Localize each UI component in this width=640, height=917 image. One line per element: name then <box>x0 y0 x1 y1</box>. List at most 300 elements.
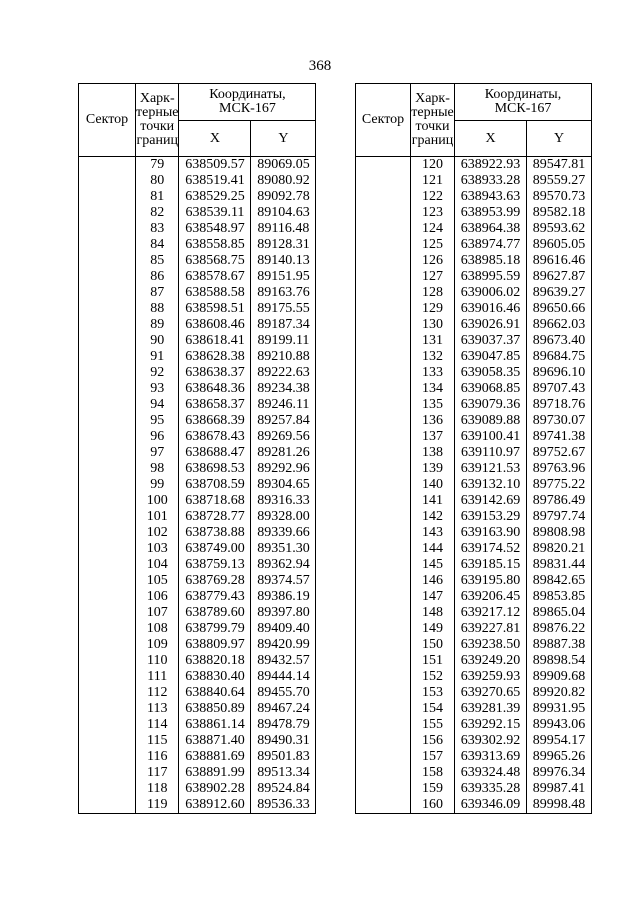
table-row <box>356 381 592 397</box>
sector-cell <box>356 685 411 701</box>
sector-cell <box>79 317 136 333</box>
table-row <box>356 685 592 701</box>
x-coordinate-cell: 638964.38 <box>455 221 527 237</box>
y-coordinate-cell: 89092.78 <box>251 189 316 205</box>
sector-cell <box>79 685 136 701</box>
x-coordinate-cell: 638840.64 <box>179 685 251 701</box>
point-number-cell: 80 <box>136 173 179 189</box>
point-number-cell: 123 <box>411 205 455 221</box>
point-number-cell: 102 <box>136 525 179 541</box>
table-row <box>79 365 316 381</box>
y-coordinate-cell: 89501.83 <box>251 749 316 765</box>
x-coordinate-cell: 638678.43 <box>179 429 251 445</box>
sector-cell <box>79 397 136 413</box>
table-row <box>356 525 592 541</box>
sector-cell <box>79 253 136 269</box>
x-coordinate-cell: 639068.85 <box>455 381 527 397</box>
table-row <box>356 349 592 365</box>
table-row <box>356 477 592 493</box>
table-row <box>356 205 592 221</box>
x-coordinate-cell: 639132.10 <box>455 477 527 493</box>
y-coordinate-cell: 89707.43 <box>527 381 592 397</box>
table-row <box>79 301 316 317</box>
y-coordinate-cell: 89478.79 <box>251 717 316 733</box>
point-number-cell: 91 <box>136 349 179 365</box>
point-number-cell: 134 <box>411 381 455 397</box>
sector-cell <box>356 781 411 797</box>
table-row <box>356 557 592 573</box>
y-coordinate-cell: 89763.96 <box>527 461 592 477</box>
table-row <box>79 525 316 541</box>
x-coordinate-cell: 638891.99 <box>179 765 251 781</box>
x-coordinate-cell: 638539.11 <box>179 205 251 221</box>
table-row <box>356 653 592 669</box>
x-coordinate-cell: 638881.69 <box>179 749 251 765</box>
point-number-cell: 135 <box>411 397 455 413</box>
point-number-cell: 105 <box>136 573 179 589</box>
x-coordinate-cell: 639195.80 <box>455 573 527 589</box>
table-row <box>79 541 316 557</box>
sector-cell <box>356 413 411 429</box>
x-coordinate-cell: 638608.46 <box>179 317 251 333</box>
point-number-cell: 131 <box>411 333 455 349</box>
table-row <box>356 269 592 285</box>
point-number-cell: 115 <box>136 733 179 749</box>
x-coordinate-cell: 638718.68 <box>179 493 251 509</box>
table-row <box>356 237 592 253</box>
sector-cell <box>79 637 136 653</box>
x-coordinate-cell: 638850.89 <box>179 701 251 717</box>
table-row <box>79 765 316 781</box>
sector-cell <box>356 365 411 381</box>
y-coordinate-cell: 89386.19 <box>251 589 316 605</box>
table-row <box>79 269 316 285</box>
sector-cell <box>79 621 136 637</box>
point-number-cell: 150 <box>411 637 455 653</box>
table-row <box>356 509 592 525</box>
x-coordinate-cell: 638902.28 <box>179 781 251 797</box>
sector-cell <box>79 573 136 589</box>
table-row <box>356 605 592 621</box>
x-coordinate-cell: 639142.69 <box>455 493 527 509</box>
sector-cell <box>79 205 136 221</box>
y-coordinate-cell: 89175.55 <box>251 301 316 317</box>
sector-cell <box>356 589 411 605</box>
y-coordinate-cell: 89524.84 <box>251 781 316 797</box>
y-coordinate-cell: 89409.40 <box>251 621 316 637</box>
y-coordinate-cell: 89128.31 <box>251 237 316 253</box>
y-coordinate-cell: 89696.10 <box>527 365 592 381</box>
y-coordinate-cell: 89292.96 <box>251 461 316 477</box>
sector-cell <box>79 429 136 445</box>
x-coordinate-cell: 639026.91 <box>455 317 527 333</box>
x-coordinate-cell: 638648.36 <box>179 381 251 397</box>
y-coordinate-cell: 89080.92 <box>251 173 316 189</box>
sector-cell <box>79 413 136 429</box>
point-number-cell: 88 <box>136 301 179 317</box>
header-y: Y <box>527 121 592 157</box>
point-number-cell: 129 <box>411 301 455 317</box>
sector-cell <box>356 797 411 814</box>
table-row <box>356 413 592 429</box>
x-coordinate-cell: 639206.45 <box>455 589 527 605</box>
point-number-cell: 111 <box>136 669 179 685</box>
y-coordinate-cell: 89104.63 <box>251 205 316 221</box>
x-coordinate-cell: 638578.67 <box>179 269 251 285</box>
sector-cell <box>356 301 411 317</box>
point-number-cell: 160 <box>411 797 455 814</box>
sector-cell <box>356 189 411 205</box>
sector-cell <box>356 253 411 269</box>
sector-cell <box>79 365 136 381</box>
y-coordinate-cell: 89887.38 <box>527 637 592 653</box>
point-number-cell: 113 <box>136 701 179 717</box>
x-coordinate-cell: 638985.18 <box>455 253 527 269</box>
x-coordinate-cell: 638933.28 <box>455 173 527 189</box>
x-coordinate-cell: 638974.77 <box>455 237 527 253</box>
point-number-cell: 101 <box>136 509 179 525</box>
table-row <box>356 157 592 174</box>
table-row <box>79 205 316 221</box>
sector-cell <box>356 445 411 461</box>
header-x: X <box>179 121 251 157</box>
point-number-cell: 141 <box>411 493 455 509</box>
y-coordinate-cell: 89351.30 <box>251 541 316 557</box>
x-coordinate-cell: 638588.58 <box>179 285 251 301</box>
table-body-left <box>79 157 316 814</box>
x-coordinate-cell: 638738.88 <box>179 525 251 541</box>
table-row <box>356 397 592 413</box>
table-row <box>79 413 316 429</box>
table-row <box>79 781 316 797</box>
x-coordinate-cell: 639058.35 <box>455 365 527 381</box>
table-row <box>356 541 592 557</box>
point-number-cell: 114 <box>136 717 179 733</box>
table-row <box>356 797 592 814</box>
table-row <box>79 157 316 174</box>
table-row <box>356 301 592 317</box>
y-coordinate-cell: 89257.84 <box>251 413 316 429</box>
y-coordinate-cell: 89069.05 <box>251 157 316 174</box>
y-coordinate-cell: 89151.95 <box>251 269 316 285</box>
sector-cell <box>356 237 411 253</box>
y-coordinate-cell: 89987.41 <box>527 781 592 797</box>
point-number-cell: 136 <box>411 413 455 429</box>
sector-cell <box>356 221 411 237</box>
sector-cell <box>79 781 136 797</box>
point-number-cell: 153 <box>411 685 455 701</box>
y-coordinate-cell: 89582.18 <box>527 205 592 221</box>
table-row <box>79 669 316 685</box>
table-row <box>79 685 316 701</box>
sector-cell <box>356 397 411 413</box>
x-coordinate-cell: 639006.02 <box>455 285 527 301</box>
sector-cell <box>79 717 136 733</box>
x-coordinate-cell: 638529.25 <box>179 189 251 205</box>
table-row <box>79 221 316 237</box>
sector-cell <box>356 525 411 541</box>
x-coordinate-cell: 639238.50 <box>455 637 527 653</box>
table-row <box>356 253 592 269</box>
y-coordinate-cell: 89432.57 <box>251 653 316 669</box>
point-number-cell: 81 <box>136 189 179 205</box>
x-coordinate-cell: 638688.47 <box>179 445 251 461</box>
x-coordinate-cell: 638769.28 <box>179 573 251 589</box>
table-body-right <box>356 157 592 814</box>
x-coordinate-cell: 639346.09 <box>455 797 527 814</box>
point-number-cell: 158 <box>411 765 455 781</box>
table-row <box>356 637 592 653</box>
table-row <box>79 557 316 573</box>
x-coordinate-cell: 639302.92 <box>455 733 527 749</box>
point-number-cell: 127 <box>411 269 455 285</box>
table-row <box>79 653 316 669</box>
x-coordinate-cell: 638548.97 <box>179 221 251 237</box>
y-coordinate-cell: 89339.66 <box>251 525 316 541</box>
point-number-cell: 140 <box>411 477 455 493</box>
x-coordinate-cell: 639185.15 <box>455 557 527 573</box>
point-number-cell: 148 <box>411 605 455 621</box>
y-coordinate-cell: 89570.73 <box>527 189 592 205</box>
point-number-cell: 138 <box>411 445 455 461</box>
point-number-cell: 156 <box>411 733 455 749</box>
point-number-cell: 112 <box>136 685 179 701</box>
y-coordinate-cell: 89909.68 <box>527 669 592 685</box>
sector-cell <box>79 445 136 461</box>
y-coordinate-cell: 89455.70 <box>251 685 316 701</box>
y-coordinate-cell: 89931.95 <box>527 701 592 717</box>
x-coordinate-cell: 638519.41 <box>179 173 251 189</box>
point-number-cell: 142 <box>411 509 455 525</box>
x-coordinate-cell: 638789.60 <box>179 605 251 621</box>
table-row <box>356 285 592 301</box>
y-coordinate-cell: 89187.34 <box>251 317 316 333</box>
point-number-cell: 118 <box>136 781 179 797</box>
sector-cell <box>79 509 136 525</box>
sector-cell <box>79 749 136 765</box>
table-row <box>79 253 316 269</box>
y-coordinate-cell: 89281.26 <box>251 445 316 461</box>
y-coordinate-cell: 89718.76 <box>527 397 592 413</box>
point-number-cell: 149 <box>411 621 455 637</box>
y-coordinate-cell: 89853.85 <box>527 589 592 605</box>
table-row <box>356 317 592 333</box>
sector-cell <box>79 669 136 685</box>
table-row <box>79 573 316 589</box>
y-coordinate-cell: 89752.67 <box>527 445 592 461</box>
page-number: 368 <box>308 58 332 74</box>
sector-cell <box>356 717 411 733</box>
x-coordinate-cell: 639259.93 <box>455 669 527 685</box>
y-coordinate-cell: 89831.44 <box>527 557 592 573</box>
y-coordinate-cell: 89328.00 <box>251 509 316 525</box>
y-coordinate-cell: 89140.13 <box>251 253 316 269</box>
point-number-cell: 137 <box>411 429 455 445</box>
table-row <box>356 701 592 717</box>
x-coordinate-cell: 639227.81 <box>455 621 527 637</box>
point-number-cell: 116 <box>136 749 179 765</box>
sector-cell <box>79 733 136 749</box>
table-row <box>79 285 316 301</box>
x-coordinate-cell: 639174.52 <box>455 541 527 557</box>
x-coordinate-cell: 638995.59 <box>455 269 527 285</box>
y-coordinate-cell: 89786.49 <box>527 493 592 509</box>
table-row <box>356 733 592 749</box>
y-coordinate-cell: 89876.22 <box>527 621 592 637</box>
sector-cell <box>356 557 411 573</box>
sector-cell <box>356 317 411 333</box>
point-number-cell: 122 <box>411 189 455 205</box>
sector-cell <box>79 285 136 301</box>
y-coordinate-cell: 89808.98 <box>527 525 592 541</box>
table-row <box>79 445 316 461</box>
point-number-cell: 84 <box>136 237 179 253</box>
point-number-cell: 128 <box>411 285 455 301</box>
y-coordinate-cell: 89616.46 <box>527 253 592 269</box>
point-number-cell: 83 <box>136 221 179 237</box>
y-coordinate-cell: 89210.88 <box>251 349 316 365</box>
point-number-cell: 90 <box>136 333 179 349</box>
point-number-cell: 86 <box>136 269 179 285</box>
sector-cell <box>356 605 411 621</box>
point-number-cell: 159 <box>411 781 455 797</box>
x-coordinate-cell: 639324.48 <box>455 765 527 781</box>
point-number-cell: 143 <box>411 525 455 541</box>
table-row <box>79 509 316 525</box>
y-coordinate-cell: 89605.05 <box>527 237 592 253</box>
x-coordinate-cell: 638749.00 <box>179 541 251 557</box>
y-coordinate-cell: 89234.38 <box>251 381 316 397</box>
sector-cell <box>356 333 411 349</box>
y-coordinate-cell: 89547.81 <box>527 157 592 174</box>
y-coordinate-cell: 89730.07 <box>527 413 592 429</box>
sector-cell <box>79 157 136 174</box>
x-coordinate-cell: 639079.36 <box>455 397 527 413</box>
sector-cell <box>79 221 136 237</box>
x-coordinate-cell: 638708.59 <box>179 477 251 493</box>
table-row <box>79 429 316 445</box>
table-row <box>79 461 316 477</box>
x-coordinate-cell: 639249.20 <box>455 653 527 669</box>
y-coordinate-cell: 89865.04 <box>527 605 592 621</box>
y-coordinate-cell: 89304.65 <box>251 477 316 493</box>
x-coordinate-cell: 638830.40 <box>179 669 251 685</box>
sector-cell <box>356 349 411 365</box>
x-coordinate-cell: 639281.39 <box>455 701 527 717</box>
table-row <box>79 237 316 253</box>
y-coordinate-cell: 89684.75 <box>527 349 592 365</box>
point-number-cell: 110 <box>136 653 179 669</box>
point-number-cell: 155 <box>411 717 455 733</box>
y-coordinate-cell: 89316.33 <box>251 493 316 509</box>
sector-cell <box>79 349 136 365</box>
table-row <box>356 365 592 381</box>
table-row <box>79 797 316 814</box>
sector-cell <box>356 509 411 525</box>
x-coordinate-cell: 639089.88 <box>455 413 527 429</box>
point-number-cell: 117 <box>136 765 179 781</box>
table-row <box>356 717 592 733</box>
sector-cell <box>79 589 136 605</box>
y-coordinate-cell: 89820.21 <box>527 541 592 557</box>
table-row <box>356 493 592 509</box>
point-number-cell: 100 <box>136 493 179 509</box>
x-coordinate-cell: 639163.90 <box>455 525 527 541</box>
y-coordinate-cell: 89965.26 <box>527 749 592 765</box>
point-number-cell: 82 <box>136 205 179 221</box>
point-number-cell: 92 <box>136 365 179 381</box>
sector-cell <box>356 653 411 669</box>
table-row <box>356 781 592 797</box>
point-number-cell: 152 <box>411 669 455 685</box>
x-coordinate-cell: 638953.99 <box>455 205 527 221</box>
header-coordinates: Координаты, МСК-167 <box>455 84 592 121</box>
x-coordinate-cell: 639047.85 <box>455 349 527 365</box>
x-coordinate-cell: 639037.37 <box>455 333 527 349</box>
point-number-cell: 151 <box>411 653 455 669</box>
table-row <box>79 173 316 189</box>
sector-cell <box>79 173 136 189</box>
x-coordinate-cell: 638628.38 <box>179 349 251 365</box>
point-number-cell: 121 <box>411 173 455 189</box>
point-number-cell: 124 <box>411 221 455 237</box>
table-row <box>356 749 592 765</box>
sector-cell <box>79 797 136 814</box>
sector-cell <box>79 269 136 285</box>
sector-cell <box>356 573 411 589</box>
point-number-cell: 89 <box>136 317 179 333</box>
point-number-cell: 126 <box>411 253 455 269</box>
x-coordinate-cell: 638943.63 <box>455 189 527 205</box>
table-row <box>79 637 316 653</box>
sector-cell <box>79 477 136 493</box>
sector-cell <box>79 525 136 541</box>
table-row <box>79 493 316 509</box>
sector-cell <box>356 541 411 557</box>
y-coordinate-cell: 89639.27 <box>527 285 592 301</box>
x-coordinate-cell: 639217.12 <box>455 605 527 621</box>
header-x: X <box>455 121 527 157</box>
x-coordinate-cell: 638558.85 <box>179 237 251 253</box>
y-coordinate-cell: 89222.63 <box>251 365 316 381</box>
coordinates-table-left <box>78 83 316 814</box>
point-number-cell: 119 <box>136 797 179 814</box>
table-row <box>356 573 592 589</box>
point-number-cell: 97 <box>136 445 179 461</box>
table-row <box>356 445 592 461</box>
point-number-cell: 94 <box>136 397 179 413</box>
sector-cell <box>356 173 411 189</box>
point-number-cell: 145 <box>411 557 455 573</box>
sector-cell <box>79 493 136 509</box>
header-coordinates: Координаты, МСК-167 <box>179 84 316 121</box>
point-number-cell: 85 <box>136 253 179 269</box>
table-row <box>79 317 316 333</box>
y-coordinate-cell: 89163.76 <box>251 285 316 301</box>
point-number-cell: 103 <box>136 541 179 557</box>
x-coordinate-cell: 638638.37 <box>179 365 251 381</box>
x-coordinate-cell: 638861.14 <box>179 717 251 733</box>
y-coordinate-cell: 89650.66 <box>527 301 592 317</box>
x-coordinate-cell: 638618.41 <box>179 333 251 349</box>
sector-cell <box>79 381 136 397</box>
y-coordinate-cell: 89362.94 <box>251 557 316 573</box>
sector-cell <box>79 653 136 669</box>
x-coordinate-cell: 639153.29 <box>455 509 527 525</box>
x-coordinate-cell: 639292.15 <box>455 717 527 733</box>
sector-cell <box>79 301 136 317</box>
y-coordinate-cell: 89998.48 <box>527 797 592 814</box>
